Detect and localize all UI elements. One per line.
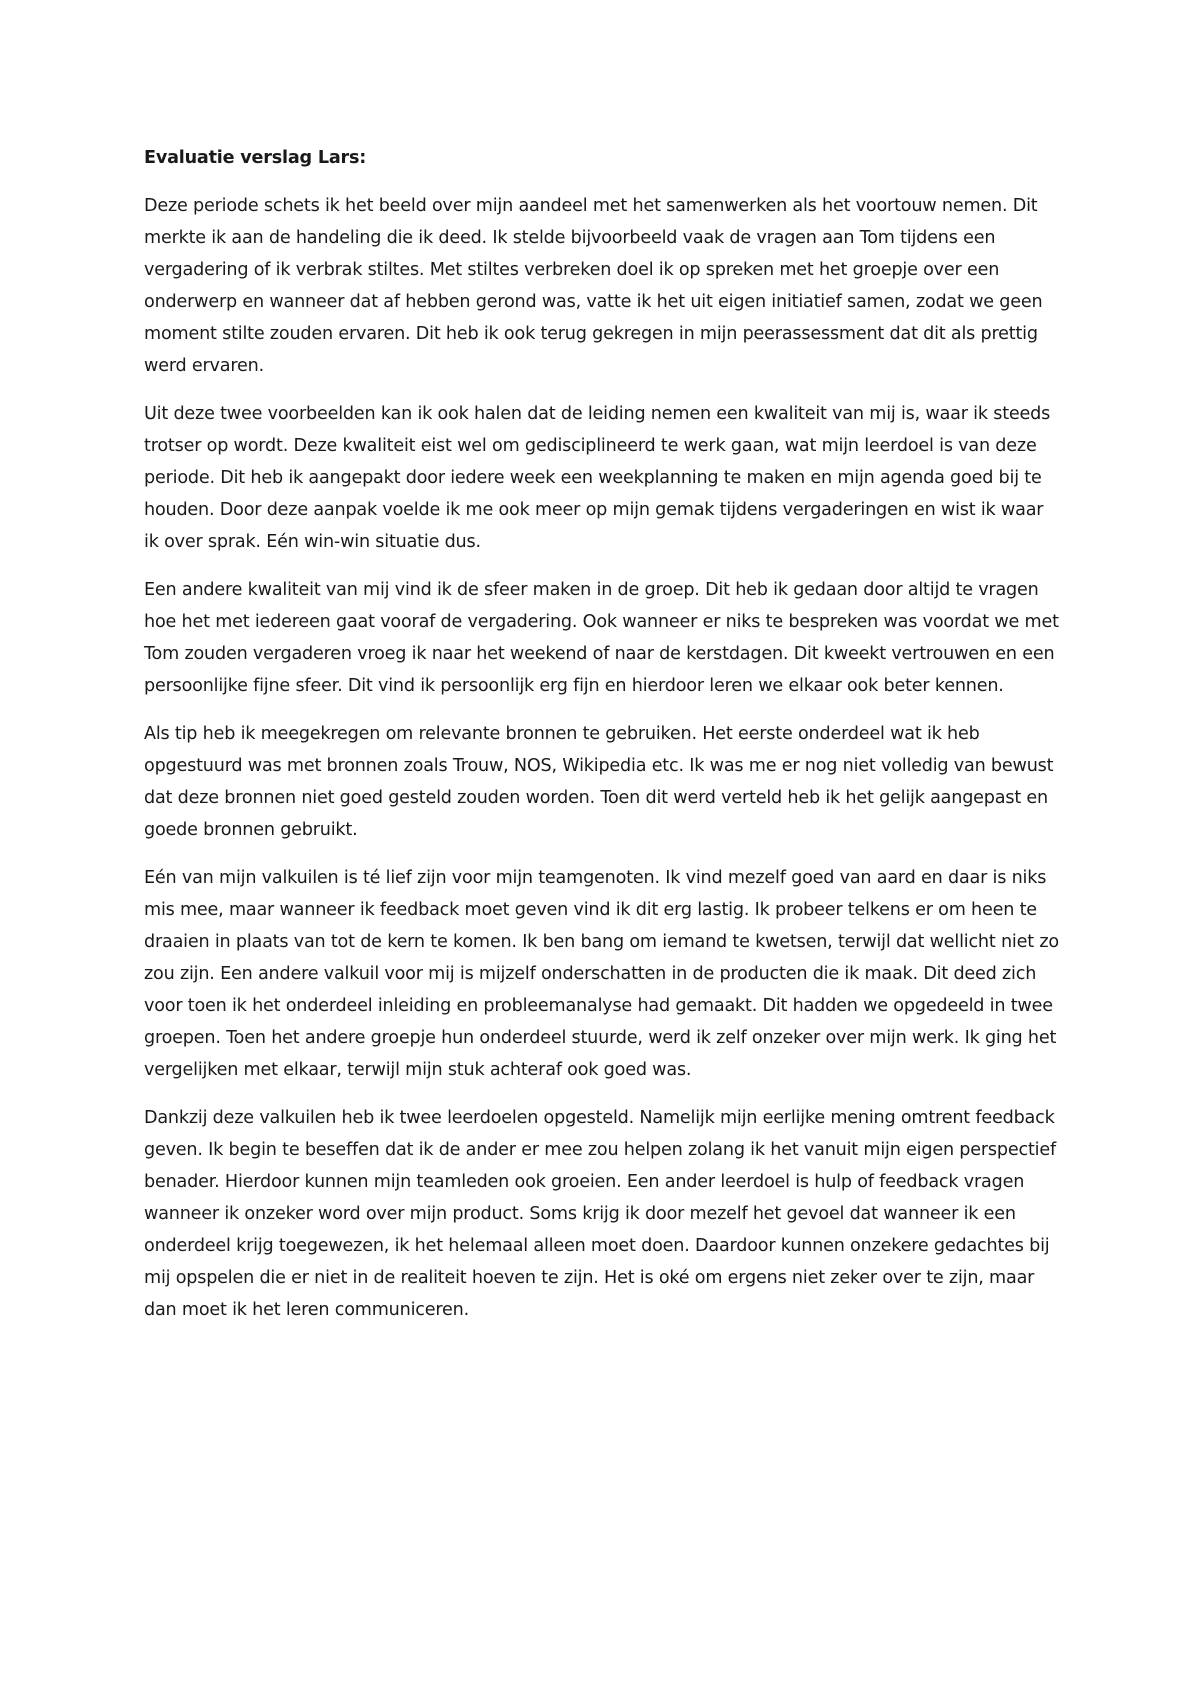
paragraph-3: Een andere kwaliteit van mij vind ik de sfeer maken in de groep. Dit heb ik gedaan door altijd te vragen hoe het met iedereen gaat vooraf de vergadering. Ook wanneer er niks te bespreken was voordat we met Tom zouden vergaderen vroeg ik naar het weekend of naar de kerstdagen. Dit kweekt vertrouwen en een persoonlijke fijne sfeer. Dit vind ik persoonlijk erg fijn en hierdoor leren we elkaar ook beter kennen. (144, 580, 1059, 696)
paragraph-4: Als tip heb ik meegekregen om relevante bronnen te gebruiken. Het eerste onderdeel wat ik heb opgestuurd was met bronnen zoals Trouw, NOS, Wikipedia etc. Ik was me er nog niet volledig van bewust dat deze bronnen niet goed gesteld zouden worden. Toen dit werd verteld heb ik het gelijk aangepast en goede bronnen gebruikt. (144, 724, 1054, 840)
paragraph-5: Eén van mijn valkuilen is té lief zijn voor mijn teamgenoten. Ik vind mezelf goed van aard en daar is niks mis mee, maar wanneer ik feedback moet geven vind ik dit erg lastig. Ik probeer telkens er om heen te draaien in plaats van tot de kern te komen. Ik ben bang om iemand te kwetsen, terwijl dat wellicht niet zo zou zijn. Een andere valkuil voor mij is mijzelf onderschatten in de producten die ik maak. Dit deed zich voor toen ik het onderdeel inleiding en probleemanalyse had gemaakt. Dit hadden we opgedeeld in twee groepen. Toen het andere groepje hun onderdeel stuurde, werd ik zelf onzeker over mijn werk. Ik ging het vergelijken met elkaar, terwijl mijn stuk achteraf ook goed was. (144, 868, 1059, 1080)
paragraph-1: Deze periode schets ik het beeld over mijn aandeel met het samenwerken als het voortouw nemen. Dit merkte ik aan de handeling die ik deed. Ik stelde bijvoorbeeld vaak de vragen aan Tom tijdens een vergadering of ik verbrak stiltes. Met stiltes verbreken doel ik op spreken met het groepje over een onderwerp en wanneer dat af hebben gerond was, vatte ik het uit eigen initiatief samen, zodat we geen moment stilte zouden ervaren. Dit heb ik ook terug gekregen in mijn peerassessment dat dit als prettig werd ervaren. (144, 196, 1043, 376)
document-title: Evaluatie verslag Lars: (144, 148, 367, 168)
document-body (144, 142, 1060, 1342)
paragraph-6: Dankzij deze valkuilen heb ik twee leerdoelen opgesteld. Namelijk mijn eerlijke mening omtrent feedback geven. Ik begin te beseffen dat ik de ander er mee zou helpen zolang ik het vanuit mijn eigen perspectief benader. Hierdoor kunnen mijn teamleden ook groeien. Een ander leerdoel is hulp of feedback vragen wanneer ik onzeker word over mijn product. Soms krijg ik door mezelf het gevoel dat wanneer ik een onderdeel krijg toegewezen, ik het helemaal alleen moet doen. Daardoor kunnen onzekere gedachtes bij mij opspelen die er niet in de realiteit hoeven te zijn. Het is oké om ergens niet zeker over te zijn, maar dan moet ik het leren communiceren. (144, 1108, 1056, 1320)
paragraph-2: Uit deze twee voorbeelden kan ik ook halen dat de leiding nemen een kwaliteit van mij is, waar ik steeds trotser op wordt. Deze kwaliteit eist wel om gedisciplineerd te werk gaan, wat mijn leerdoel is van deze periode. Dit heb ik aangepakt door iedere week een weekplanning te maken en mijn agenda goed bij te houden. Door deze aanpak voelde ik me ook meer op mijn gemak tijdens vergaderingen en wist ik waar ik over sprak. Eén win-win situatie dus. (144, 404, 1051, 552)
